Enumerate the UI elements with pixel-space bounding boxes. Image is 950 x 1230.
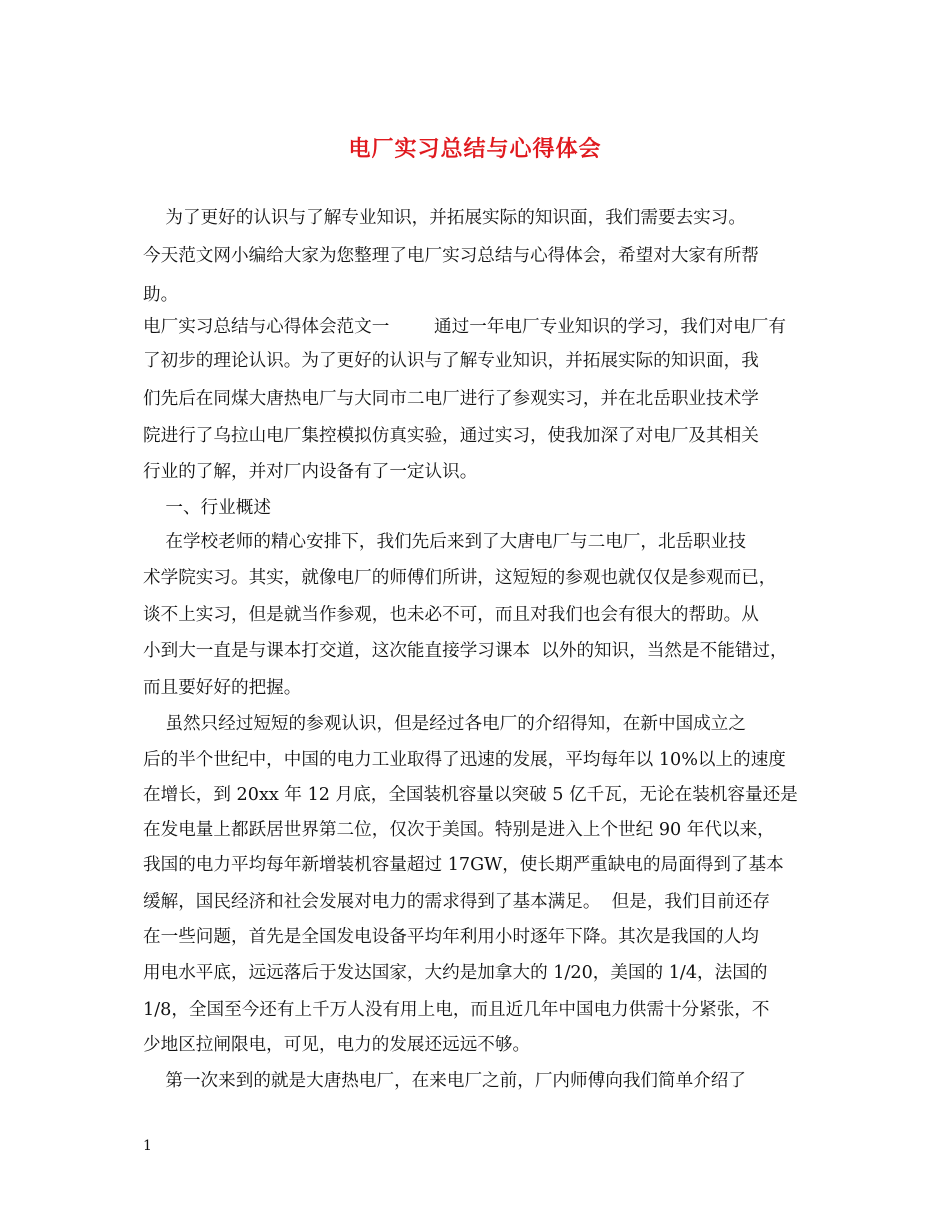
body-line: 谈不上实习，但是就当作参观，也未必不可，而且对我们也会有很大的帮助。从 bbox=[143, 605, 759, 625]
body-line: 为了更好的认识与了解专业知识，并拓展实际的知识面，我们需要去实习。 bbox=[143, 208, 746, 228]
body-line: 院进行了乌拉山电厂集控模拟仿真实验，通过实习，使我加深了对电厂及其相关 bbox=[143, 426, 759, 446]
body-line: 助。 bbox=[143, 285, 179, 305]
body-line: 我国的电力平均每年新增装机容量超过 17GW，使长期严重缺电的局面得到了基本 bbox=[143, 855, 784, 875]
body-line: 后的半个世纪中，中国的电力工业取得了迅速的发展，平均每年以 10%以上的速度 bbox=[143, 750, 786, 770]
body-line: 术学院实习。其实，就像电厂的师傅们所讲，这短短的参观也就仅仅是参观而已， bbox=[143, 568, 777, 588]
body-line: 1/8，全国至今还有上千万人没有用上电，而且近几年中国电力供需十分紧张，不 bbox=[143, 1000, 770, 1020]
body-line: 在发电量上都跃居世界第二位，仅次于美国。特别是进入上个世纪 90 年代以来， bbox=[143, 820, 775, 840]
body-line: 缓解，国民经济和社会发展对电力的需求得到了基本满足。 但是，我们目前还存 bbox=[143, 892, 770, 912]
body-line: 电厂实习总结与心得体会范文一 通过一年电厂专业知识的学习，我们对电厂有 bbox=[143, 317, 786, 337]
body-line: 今天范文网小编给大家为您整理了电厂实习总结与心得体会，希望对大家有所帮 bbox=[143, 246, 759, 266]
body-line: 第一次来到的就是大唐热电厂，在来电厂之前，厂内师傅向我们简单介绍了 bbox=[143, 1071, 746, 1091]
body-line: 在一些问题，首先是全国发电设备平均年利用小时逐年下降。其次是我国的人均 bbox=[143, 927, 759, 947]
body-line: 行业的了解，并对厂内设备有了一定认识。 bbox=[143, 462, 478, 482]
body-line: 在增长，到 20xx 年 12 月底，全国装机容量以突破 5 亿千瓦，无论在装机容量还是 bbox=[143, 785, 798, 805]
body-line: 们先后在同煤大唐热电厂与大同市二电厂进行了参观实习，并在北岳职业技术学 bbox=[143, 389, 759, 409]
body-line: 虽然只经过短短的参观认识，但是经过各电厂的介绍得知，在新中国成立之 bbox=[143, 714, 746, 734]
body-line: 小到大一直是与课本打交道，这次能直接学习课本 以外的知识，当然是不能错过， bbox=[143, 641, 788, 661]
body-line: 用电水平底，远远落后于发达国家，大约是加拿大的 1/20，美国的 1/4，法国的 bbox=[143, 963, 768, 983]
body-line: 而且要好好的把握。 bbox=[143, 678, 302, 698]
body-line: 了初步的理论认识。为了更好的认识与了解专业知识，并拓展实际的知识面，我 bbox=[143, 351, 759, 371]
body-line: 少地区拉闸限电，可见，电力的发展还远远不够。 bbox=[143, 1035, 531, 1055]
body-line: 在学校老师的精心安排下，我们先后来到了大唐电厂与二电厂，北岳职业技 bbox=[143, 532, 746, 552]
section-heading: 一、行业概述 bbox=[143, 498, 271, 518]
page-number: 1 bbox=[143, 1138, 152, 1154]
document-title: 电厂实习总结与心得体会 bbox=[348, 136, 602, 162]
